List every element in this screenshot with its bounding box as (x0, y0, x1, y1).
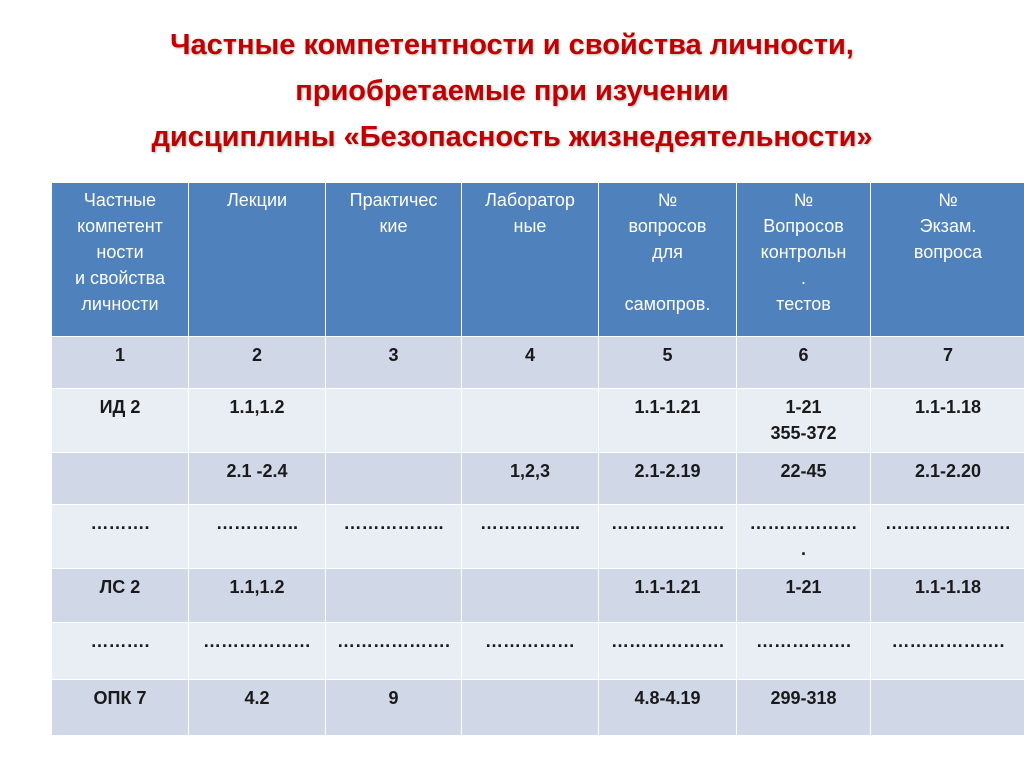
table-cell: 1.1-1.18 (871, 389, 1024, 453)
table-cell: ………. (52, 505, 189, 569)
table-cell: 4.8-4.19 (599, 680, 737, 736)
table-cell: ………. (52, 623, 189, 680)
table-cell (326, 389, 462, 453)
table-cell: ………………. (599, 623, 737, 680)
table-cell: 1.1-1.21 (599, 389, 737, 453)
table-cell: 1.1,1.2 (189, 389, 326, 453)
table-row (52, 337, 1024, 389)
competencies-table (51, 182, 1024, 736)
table-row (52, 389, 1024, 453)
header-exam-question: № Экзам. вопроса (871, 183, 1024, 337)
table-cell: 1,2,3 (462, 453, 599, 505)
table-cell: …………….. (326, 505, 462, 569)
table-cell: 3 (326, 337, 462, 389)
table-cell: ИД 2 (52, 389, 189, 453)
table-cell: 2.1-2.19 (599, 453, 737, 505)
table-row (52, 453, 1024, 505)
table-cell: 5 (599, 337, 737, 389)
table-cell: 9 (326, 680, 462, 736)
table-row (52, 623, 1024, 680)
table-cell: 2.1-2.20 (871, 453, 1024, 505)
slide-title (0, 22, 1024, 160)
table-row (52, 680, 1024, 736)
table-cell: 4.2 (189, 680, 326, 736)
header-lectures: Лекции (189, 183, 326, 337)
table-cell: ……………… (189, 623, 326, 680)
header-control-test-questions: № Вопросов контрольн . тестов (737, 183, 871, 337)
table-cell: 1 (52, 337, 189, 389)
table-cell: ………………. (326, 623, 462, 680)
table-cell: 1.1-1.21 (599, 569, 737, 623)
slide-title-line-3: дисциплины «Безопасность жизнедеятельности» (151, 121, 873, 153)
table-cell: ЛС 2 (52, 569, 189, 623)
header-laboratory: Лаборатор ные (462, 183, 599, 337)
table-cell: 1-21 355-372 (737, 389, 871, 453)
table-cell: ………………. (599, 505, 737, 569)
table-cell: ………………. (871, 623, 1024, 680)
table-cell (871, 680, 1024, 736)
table-cell: 7 (871, 337, 1024, 389)
header-self-check-questions: № вопросов для самопров. (599, 183, 737, 337)
table-row (52, 505, 1024, 569)
table-header-row (52, 183, 1024, 337)
table-cell (462, 389, 599, 453)
table-cell (326, 453, 462, 505)
table-cell: …………….. (462, 505, 599, 569)
table-cell (326, 569, 462, 623)
table-cell: 22-45 (737, 453, 871, 505)
table-cell: …………… (462, 623, 599, 680)
header-practical: Практичес кие (326, 183, 462, 337)
table-cell (462, 569, 599, 623)
table-cell: ОПК 7 (52, 680, 189, 736)
table-cell: 1-21 (737, 569, 871, 623)
table-cell (462, 680, 599, 736)
table-cell: 6 (737, 337, 871, 389)
table-cell: 1.1-1.18 (871, 569, 1024, 623)
header-competencies: Частные компетент ности и свойства личности (52, 183, 189, 337)
slide-title-line-1: Частные компетентности и свойства личности, (170, 29, 854, 61)
table-cell: ………………… (871, 505, 1024, 569)
table-cell: ……………… . (737, 505, 871, 569)
table-cell (52, 453, 189, 505)
table-cell: 299-318 (737, 680, 871, 736)
table-cell: 2.1 -2.4 (189, 453, 326, 505)
table-cell: ………….. (189, 505, 326, 569)
table-cell: 1.1,1.2 (189, 569, 326, 623)
table-cell: 4 (462, 337, 599, 389)
table-row (52, 569, 1024, 623)
table-cell: ……………. (737, 623, 871, 680)
slide-title-line-2: приобретаемые при изучении (295, 75, 729, 107)
table-cell: 2 (189, 337, 326, 389)
